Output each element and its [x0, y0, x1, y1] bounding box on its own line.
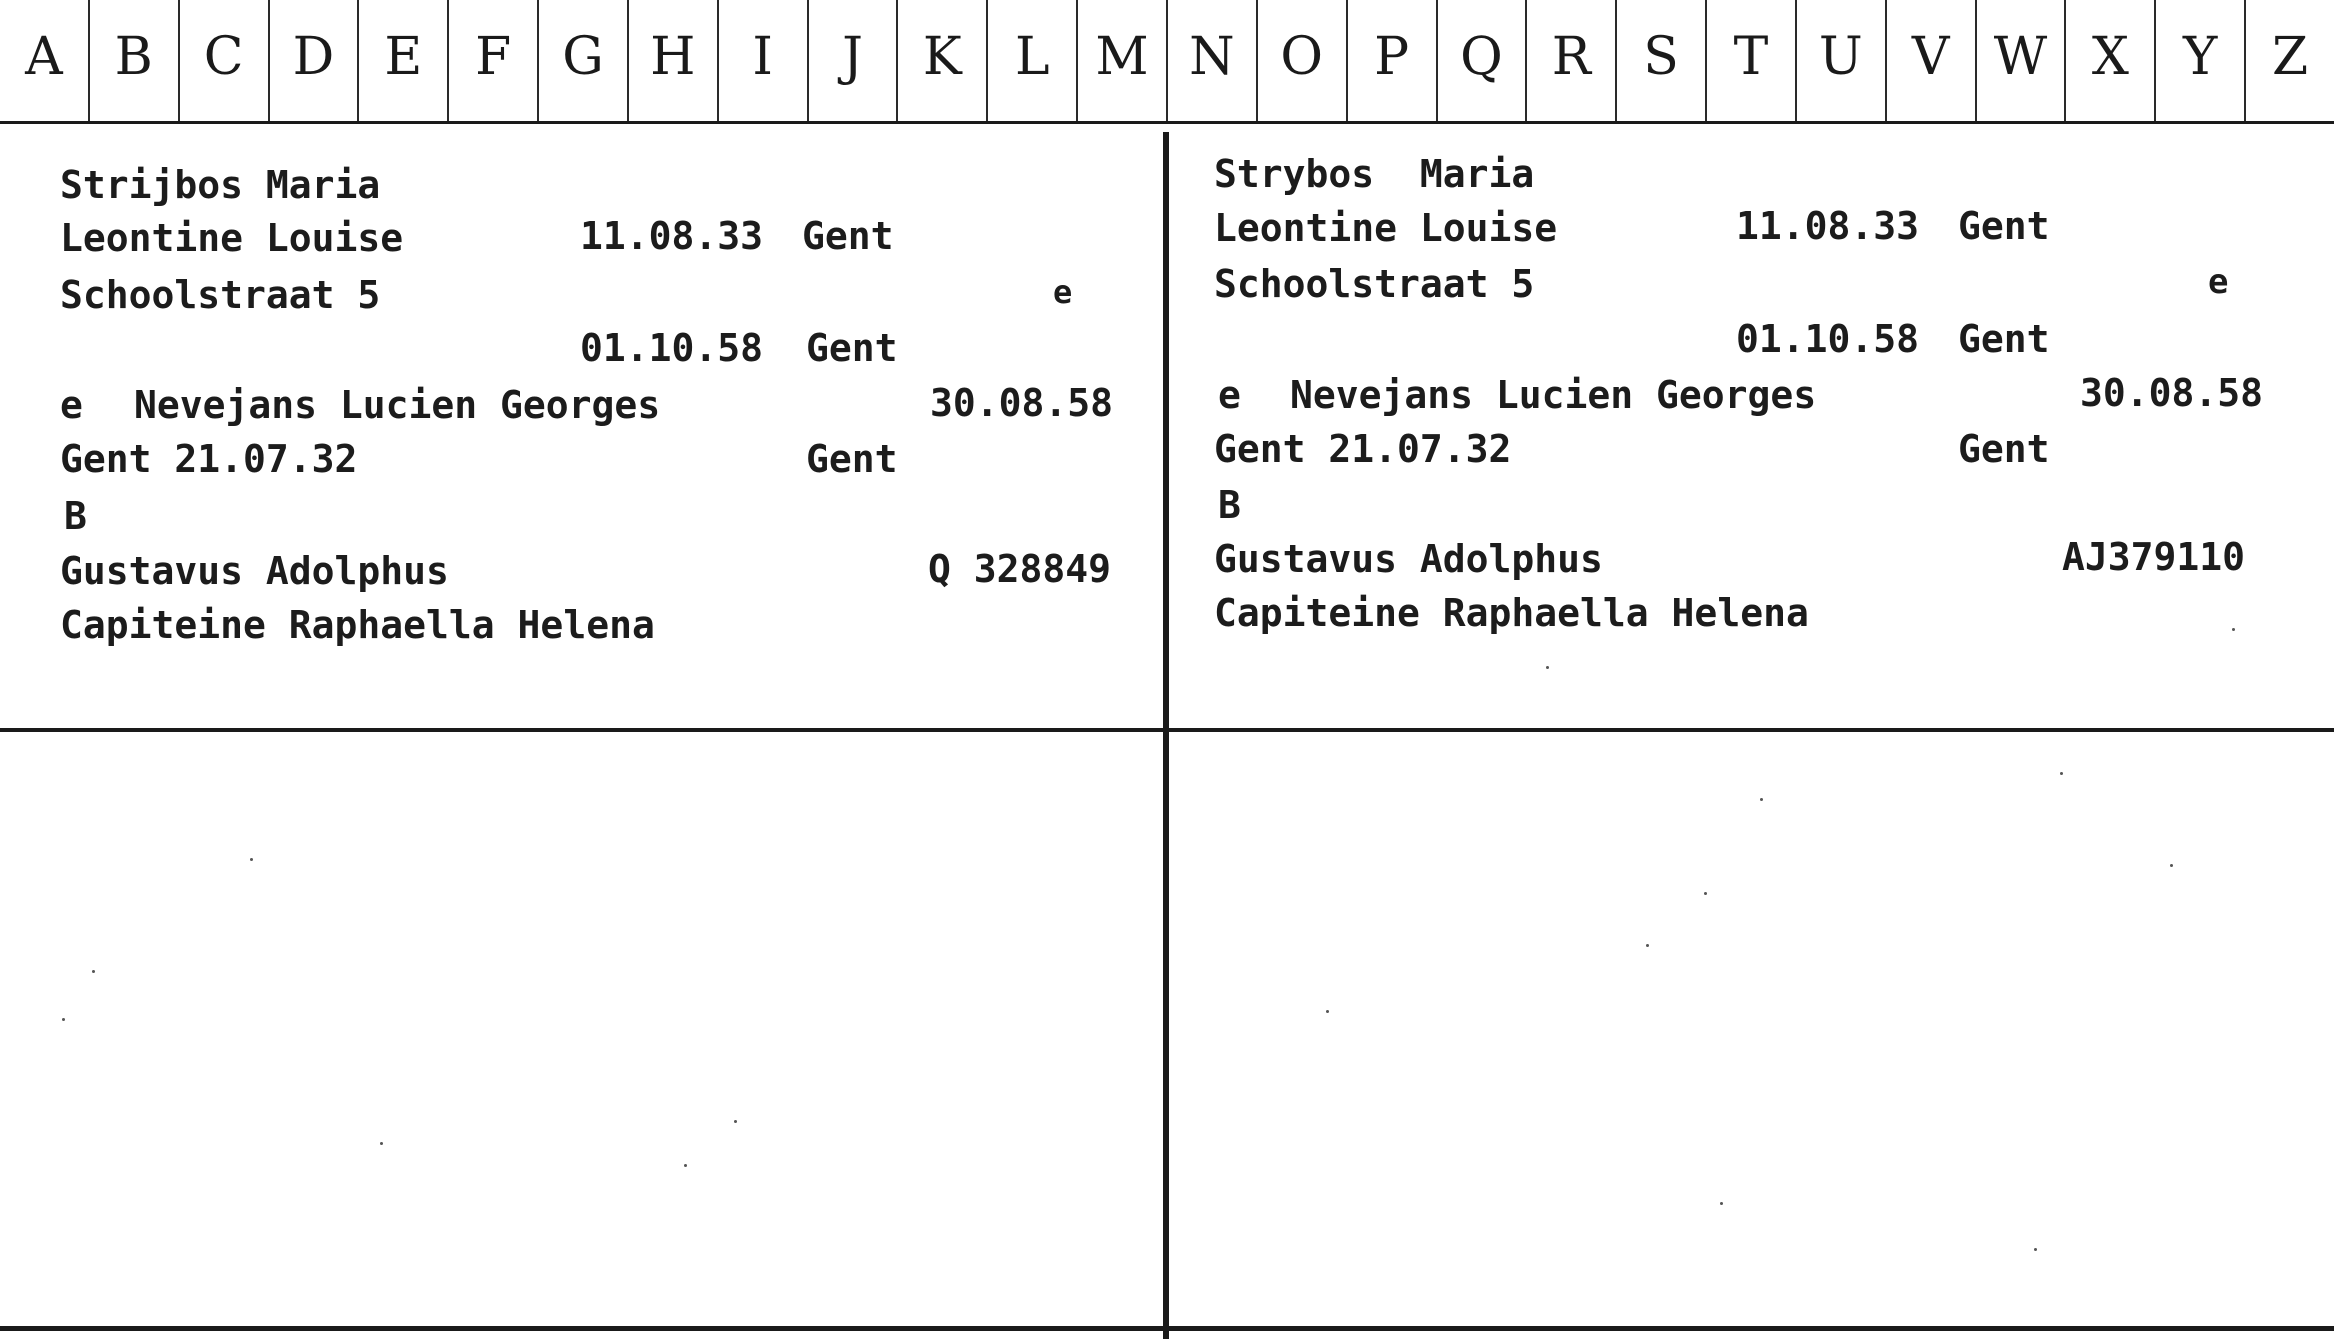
left-marker: e [1053, 273, 1073, 311]
left-date-2: 01.10.58 [580, 326, 764, 370]
speck [2060, 772, 2063, 775]
speck [1760, 798, 1763, 801]
index-letter-p: P [1348, 0, 1438, 121]
index-letter-y: Y [2156, 0, 2246, 121]
alphabet-index [0, 0, 2334, 124]
index-letter-b: B [90, 0, 180, 121]
speck [62, 1018, 65, 1021]
speck [92, 970, 95, 973]
column-divider [1163, 132, 1169, 1339]
speck [684, 1164, 687, 1167]
index-letter-e: E [359, 0, 449, 121]
right-address: Schoolstraat 5 [1214, 262, 1535, 306]
speck [380, 1142, 383, 1145]
left-birth-date: 11.08.33 [580, 214, 764, 258]
index-letter-d: D [270, 0, 360, 121]
right-marriage-date: 30.08.58 [2080, 371, 2264, 415]
right-given-names: Leontine Louise [1214, 206, 1558, 250]
speck [2232, 628, 2235, 631]
right-marriage-place: Gent [1958, 427, 2050, 471]
right-birth-date: 11.08.33 [1736, 204, 1920, 248]
speck [1326, 1010, 1329, 1013]
right-name: Strybos Maria [1214, 152, 1535, 196]
right-spouse-birth: Gent 21.07.32 [1214, 427, 1512, 471]
index-letter-g: G [539, 0, 629, 121]
right-marker: e [2208, 262, 2229, 302]
left-mother: Capiteine Raphaella Helena [60, 603, 655, 647]
speck [734, 1120, 737, 1123]
index-letter-w: W [1977, 0, 2067, 121]
index-letter-j: J [809, 0, 899, 121]
left-name: Strijbos Maria [60, 163, 381, 207]
index-letter-h: H [629, 0, 719, 121]
index-letter-v: V [1887, 0, 1977, 121]
index-letter-l: L [988, 0, 1078, 121]
index-letter-q: Q [1438, 0, 1528, 121]
speck [1546, 666, 1549, 669]
index-letter-x: X [2066, 0, 2156, 121]
speck [1646, 944, 1649, 947]
left-birth-place: Gent [802, 214, 894, 258]
speck [2170, 864, 2173, 867]
right-spouse-prefix: e [1218, 373, 1241, 417]
index-letter-c: C [180, 0, 270, 121]
index-letter-a: A [0, 0, 90, 121]
index-letter-s: S [1617, 0, 1707, 121]
right-date-2: 01.10.58 [1736, 317, 1920, 361]
right-father: Gustavus Adolphus [1214, 537, 1603, 581]
left-register-no: Q 328849 [928, 547, 1112, 591]
left-code: B [64, 494, 87, 538]
left-father: Gustavus Adolphus [60, 549, 449, 593]
index-letter-o: O [1258, 0, 1348, 121]
left-marriage-date: 30.08.58 [930, 381, 1114, 425]
left-given-names: Leontine Louise [60, 216, 404, 260]
speck [2034, 1248, 2037, 1251]
index-letter-z: Z [2271, 26, 2309, 87]
index-letter-m: M [1078, 0, 1168, 121]
index-letter-t: T [1707, 0, 1797, 121]
left-spouse-name: Nevejans Lucien Georges [134, 383, 661, 427]
right-place-2: Gent [1958, 317, 2050, 361]
right-spouse-name: Nevejans Lucien Georges [1290, 373, 1817, 417]
right-birth-place: Gent [1958, 204, 2050, 248]
index-letter-k: K [898, 0, 988, 121]
speck [1720, 1202, 1723, 1205]
right-mother: Capiteine Raphaella Helena [1214, 591, 1809, 635]
left-address: Schoolstraat 5 [60, 273, 381, 317]
left-marriage-place: Gent [806, 437, 898, 481]
speck [1704, 892, 1707, 895]
index-letter-r: R [1527, 0, 1617, 121]
index-letter-i: I [719, 0, 809, 121]
left-spouse-prefix: e [60, 383, 83, 427]
right-register-no: AJ379110 [2062, 535, 2246, 579]
left-place-2: Gent [806, 326, 898, 370]
index-letter-u: U [1797, 0, 1887, 121]
speck [250, 858, 253, 861]
right-code: B [1218, 483, 1241, 527]
index-letter-f: F [449, 0, 539, 121]
left-spouse-birth: Gent 21.07.32 [60, 437, 358, 481]
index-letter-n: N [1168, 0, 1258, 121]
